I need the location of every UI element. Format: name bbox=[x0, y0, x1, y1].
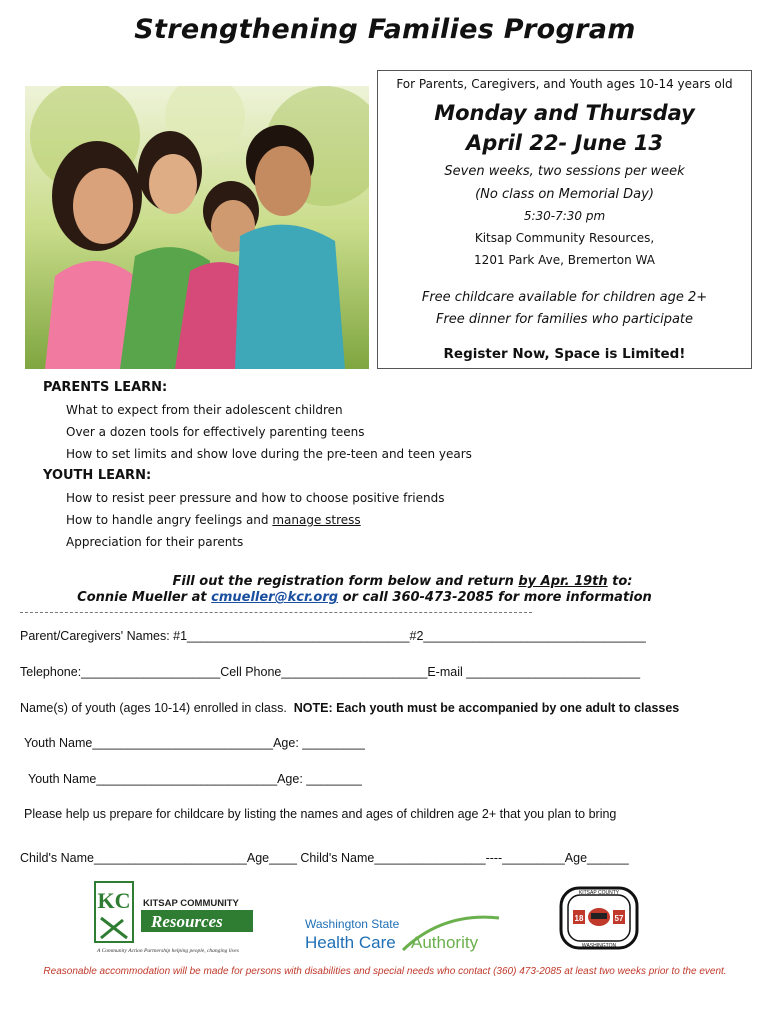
phone-email-field[interactable]: Telephone:____________________Cell Phone_____________________E-mail _________________________ bbox=[20, 665, 641, 679]
youth-learn-item-text: How to handle angry feelings and bbox=[66, 513, 273, 527]
hca-name: Health Care bbox=[305, 933, 396, 952]
page-title: Strengthening Families Program bbox=[134, 14, 636, 45]
youth-names-intro: Name(s) of youth (ages 10-14) enrolled in class. bbox=[20, 701, 294, 715]
kcr-resources: Resources bbox=[151, 912, 223, 931]
childcare-prompt: Please help us prepare for childcare by listing the names and ages of children age 2+ that you plan to bring bbox=[24, 807, 617, 821]
youth-name-field-2[interactable]: Youth Name__________________________Age: ________ bbox=[28, 772, 362, 786]
session-duration: Seven weeks, two sessions per week bbox=[444, 164, 685, 179]
hca-state: Washington State bbox=[305, 917, 400, 931]
program-info-box bbox=[377, 70, 752, 369]
seal-left-text: 18 bbox=[574, 914, 584, 923]
register-callout: Register Now, Space is Limited! bbox=[443, 346, 686, 362]
no-class-note: (No class on Memorial Day) bbox=[475, 187, 654, 202]
return-instructions-suffix: to: bbox=[607, 574, 633, 589]
kcr-name: KITSAP COMMUNITY bbox=[143, 898, 239, 909]
child-name-field[interactable]: Child's Name______________________Age____ Child's Name________________----_________Age______ bbox=[20, 851, 629, 865]
kcr-mark: KC bbox=[97, 888, 131, 913]
return-instructions-text: Fill out the registration form below and return bbox=[172, 574, 519, 589]
youth-learn-item: How to resist peer pressure and how to choose positive friends bbox=[66, 491, 445, 505]
return-deadline: by Apr. 19th bbox=[518, 574, 608, 589]
family-photo bbox=[25, 86, 369, 369]
caregiver-names-field[interactable]: Parent/Caregivers' Names: #1________________________________#2________________________________ bbox=[20, 629, 646, 643]
session-time: 5:30-7:30 pm bbox=[523, 209, 606, 223]
cut-line bbox=[20, 612, 532, 613]
adult-accompany-note: NOTE: Each youth must be accompanied by one adult to classes bbox=[293, 701, 680, 715]
kitsap-county-seal bbox=[559, 886, 639, 950]
hca-authority: Authority bbox=[411, 933, 479, 952]
kcr-logo bbox=[93, 880, 258, 956]
session-days: Monday and Thursday bbox=[434, 101, 695, 125]
session-dates: April 22- June 13 bbox=[465, 131, 664, 155]
parents-learn-item: What to expect from their adolescent children bbox=[66, 403, 343, 417]
contact-phone: or call 360-473-2085 for more information bbox=[338, 590, 652, 605]
return-instructions bbox=[0, 574, 770, 589]
manage-stress-text: manage stress bbox=[272, 513, 361, 527]
seal-right-text: 57 bbox=[614, 914, 624, 923]
parents-learn-item: How to set limits and show love during the pre-teen and teen years bbox=[66, 447, 472, 461]
youth-learn-heading: YOUTH LEARN: bbox=[43, 468, 152, 483]
venue-name: Kitsap Community Resources, bbox=[474, 231, 655, 245]
parents-learn-item: Over a dozen tools for effectively parenting teens bbox=[66, 425, 365, 439]
youth-learn-item bbox=[66, 513, 361, 527]
childcare-note: Free childcare available for children age 2+ bbox=[421, 290, 708, 305]
youth-name-field-1[interactable]: Youth Name__________________________Age: _________ bbox=[24, 736, 365, 750]
seal-top-text: KITSAP COUNTY bbox=[578, 890, 620, 896]
hca-logo bbox=[303, 912, 501, 957]
contact-email-link[interactable]: cmueller@kcr.org bbox=[211, 590, 339, 605]
accommodation-disclaimer: Reasonable accommodation will be made for persons with disabilities and special needs who contact (360) 473-2085 at least two weeks prior to the event. bbox=[43, 966, 727, 977]
venue-address: 1201 Park Ave, Bremerton WA bbox=[474, 253, 655, 267]
contact-name: Connie Mueller at bbox=[77, 590, 212, 605]
parents-learn-heading: PARENTS LEARN: bbox=[43, 380, 168, 395]
kcr-tagline: A Community Action Partnership helping people, changing lives bbox=[97, 948, 239, 954]
youth-names-prompt bbox=[20, 701, 679, 715]
audience-text: For Parents, Caregivers, and Youth ages 10-14 years old bbox=[396, 77, 733, 91]
seal-bottom-text: WASHINGTON bbox=[581, 943, 617, 949]
dinner-note: Free dinner for families who participate bbox=[435, 312, 694, 327]
contact-info bbox=[0, 590, 767, 605]
youth-learn-item: Appreciation for their parents bbox=[66, 535, 244, 549]
